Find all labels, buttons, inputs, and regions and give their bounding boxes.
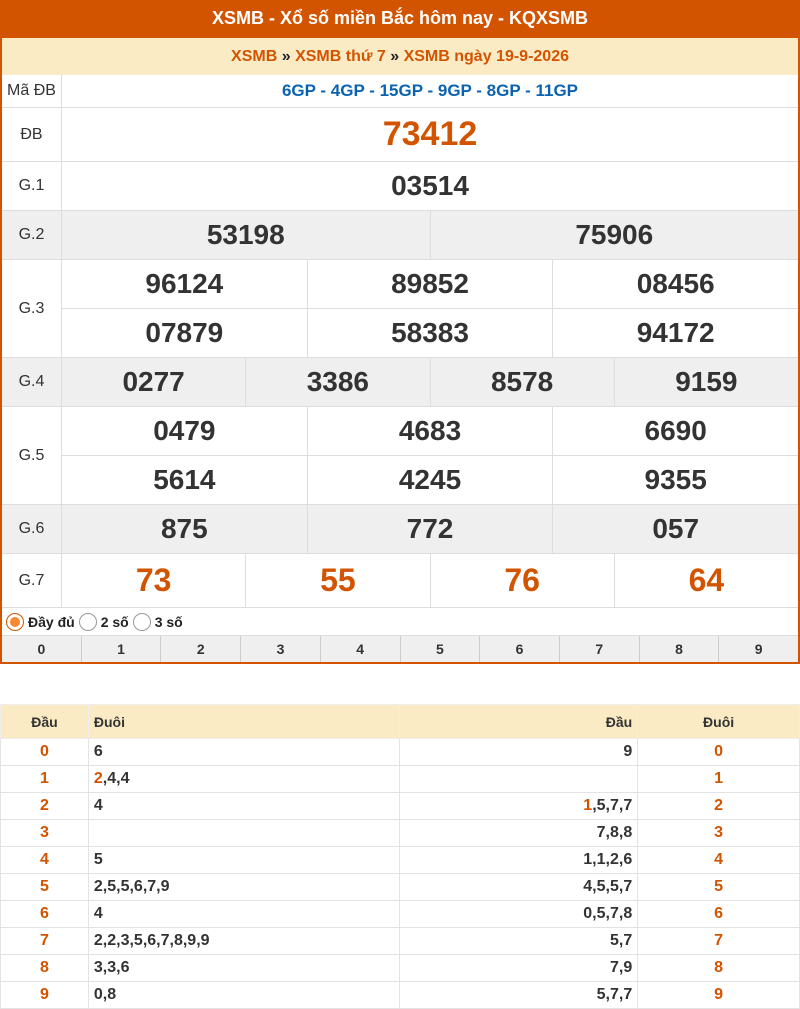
loto-tail-digit: 7 bbox=[638, 928, 800, 955]
prize-number: 8578 bbox=[430, 358, 614, 406]
option-label: Đầy đủ bbox=[28, 613, 75, 630]
loto-head-digit: 8 bbox=[1, 955, 89, 982]
loto-tail-list bbox=[88, 847, 399, 874]
prize-number: 03514 bbox=[391, 170, 469, 201]
breadcrumb bbox=[2, 38, 798, 75]
prize-label: G.6 bbox=[2, 505, 62, 553]
loto-head-list bbox=[399, 766, 638, 793]
prize-label: G.7 bbox=[2, 554, 62, 607]
loto-tail-list bbox=[88, 739, 399, 766]
radio-selected-icon[interactable] bbox=[6, 613, 24, 631]
prize-label: G.1 bbox=[2, 162, 62, 210]
loto-values: 7,9 bbox=[609, 959, 633, 976]
option-label: 2 số bbox=[100, 613, 129, 630]
loto-tail-digit: 3 bbox=[638, 820, 800, 847]
loto-tail-digit: 8 bbox=[638, 955, 800, 982]
prize-number: 772 bbox=[307, 505, 553, 553]
prize-number: 58383 bbox=[307, 309, 553, 357]
prize-number: 89852 bbox=[307, 260, 553, 308]
loto-tail-list bbox=[88, 928, 399, 955]
prize-g1-row bbox=[2, 162, 798, 211]
header-dau-right: Đầu bbox=[399, 705, 638, 739]
table-row bbox=[1, 739, 800, 766]
prize-number: 94172 bbox=[552, 309, 798, 357]
prize-number: 64 bbox=[614, 554, 798, 607]
loto-tail-list bbox=[88, 874, 399, 901]
loto-values: 2,5,5,6,7,9 bbox=[93, 878, 170, 895]
loto-tail-digit: 9 bbox=[638, 982, 800, 1009]
table-row bbox=[1, 820, 800, 847]
breadcrumb-sep: » bbox=[390, 48, 400, 65]
prize-number: 75906 bbox=[430, 211, 799, 259]
loto-tail-list bbox=[88, 982, 399, 1009]
prize-number: 53198 bbox=[206, 219, 285, 250]
loto-tail-digit: 1 bbox=[638, 766, 800, 793]
loto-values: 3,3,6 bbox=[93, 959, 130, 976]
loto-values: 6 bbox=[93, 743, 103, 760]
loto-head-digit: 3 bbox=[1, 820, 89, 847]
loto-highlight: 1 bbox=[583, 797, 593, 814]
digit-filter-6[interactable]: 6 bbox=[479, 636, 559, 662]
page-title: XSMB - Xổ số miền Bắc hôm nay - KQXSMB bbox=[0, 0, 800, 38]
prize-number: 875 bbox=[160, 513, 208, 544]
loto-head-list bbox=[399, 874, 638, 901]
prize-number: 55 bbox=[245, 554, 429, 607]
loto-head-digit: 0 bbox=[1, 739, 89, 766]
loto-table bbox=[0, 704, 800, 1009]
digit-filter-1[interactable]: 1 bbox=[81, 636, 161, 662]
prize-number: 73 bbox=[135, 562, 172, 598]
loto-tail-list bbox=[88, 901, 399, 928]
digit-filter-3[interactable]: 3 bbox=[240, 636, 320, 662]
loto-tail-list bbox=[88, 766, 399, 793]
prize-number: 0479 bbox=[153, 415, 216, 446]
prize-number: 9159 bbox=[614, 358, 798, 406]
table-row bbox=[1, 793, 800, 820]
loto-values: 4 bbox=[93, 905, 103, 922]
prize-number: 6690 bbox=[552, 407, 798, 455]
table-row bbox=[1, 928, 800, 955]
prize-number: 76 bbox=[430, 554, 614, 607]
table-row bbox=[1, 982, 800, 1009]
loto-values: 0,5,7,8 bbox=[583, 905, 633, 922]
special-prize-number: 73412 bbox=[382, 115, 478, 153]
loto-head-list bbox=[399, 793, 638, 820]
prize-g2-row bbox=[2, 211, 798, 260]
digit-filter-0[interactable]: 0 bbox=[37, 641, 46, 657]
loto-head-list bbox=[399, 820, 638, 847]
breadcrumb-date[interactable]: XSMB ngày 19-9-2026 bbox=[403, 48, 569, 65]
loto-values: 5,7 bbox=[609, 932, 633, 949]
prize-number: 4683 bbox=[307, 407, 553, 455]
loto-tail-list bbox=[88, 820, 399, 847]
prize-label: G.2 bbox=[2, 211, 62, 259]
loto-head-digit: 1 bbox=[1, 766, 89, 793]
radio-icon[interactable] bbox=[79, 613, 97, 631]
prize-db-row bbox=[2, 108, 798, 162]
loto-head-list bbox=[399, 928, 638, 955]
prize-label: ĐB bbox=[2, 108, 62, 161]
loto-tail-digit: 0 bbox=[638, 739, 800, 766]
prize-number: 5614 bbox=[153, 464, 216, 495]
prize-number: 96124 bbox=[145, 268, 224, 299]
loto-tail-list bbox=[88, 793, 399, 820]
loto-values: ,5,7,7 bbox=[592, 797, 633, 814]
loto-head-digit: 7 bbox=[1, 928, 89, 955]
loto-head-digit: 2 bbox=[1, 793, 89, 820]
option-label: 3 số bbox=[154, 613, 183, 630]
loto-values: 1,1,2,6 bbox=[583, 851, 633, 868]
table-row bbox=[1, 955, 800, 982]
display-options bbox=[2, 608, 798, 636]
prize-label: G.4 bbox=[2, 358, 62, 406]
loto-tail-digit: 2 bbox=[638, 793, 800, 820]
digit-filter-2[interactable]: 2 bbox=[160, 636, 240, 662]
results-box bbox=[0, 38, 800, 664]
prize-g6-row bbox=[2, 505, 798, 554]
loto-head-digit: 5 bbox=[1, 874, 89, 901]
digit-filter-8[interactable]: 8 bbox=[639, 636, 719, 662]
loto-tail-digit: 4 bbox=[638, 847, 800, 874]
prize-number: 057 bbox=[552, 505, 798, 553]
loto-head-list bbox=[399, 982, 638, 1009]
loto-head-list bbox=[399, 739, 638, 766]
prize-number: 07879 bbox=[145, 317, 224, 348]
prize-g5-row bbox=[2, 407, 798, 505]
loto-highlight: 2 bbox=[93, 770, 103, 787]
table-row bbox=[1, 874, 800, 901]
digit-filter-5[interactable]: 5 bbox=[400, 636, 480, 662]
prize-number: 4245 bbox=[307, 456, 553, 504]
loto-tail-list bbox=[88, 955, 399, 982]
prize-g3-row bbox=[2, 260, 798, 358]
breadcrumb-sep: » bbox=[281, 48, 291, 65]
loto-values: 4 bbox=[93, 797, 103, 814]
prize-label: G.5 bbox=[2, 407, 62, 504]
prize-number: 3386 bbox=[245, 358, 429, 406]
loto-head-list bbox=[399, 901, 638, 928]
header-duoi-right: Đuôi bbox=[638, 705, 800, 739]
prize-number: 9355 bbox=[552, 456, 798, 504]
option-three-digits[interactable] bbox=[133, 613, 183, 631]
breadcrumb-weekday[interactable]: XSMB thứ 7 bbox=[295, 48, 386, 65]
digit-filter-4[interactable]: 4 bbox=[320, 636, 400, 662]
prize-label: G.3 bbox=[2, 260, 62, 357]
table-row bbox=[1, 901, 800, 928]
loto-tail-digit: 5 bbox=[638, 874, 800, 901]
digit-filter-7[interactable]: 7 bbox=[559, 636, 639, 662]
loto-head-digit: 4 bbox=[1, 847, 89, 874]
radio-icon[interactable] bbox=[133, 613, 151, 631]
table-row bbox=[1, 847, 800, 874]
loto-header-row bbox=[1, 705, 800, 739]
prize-g4-row bbox=[2, 358, 798, 407]
loto-values: 5 bbox=[93, 851, 103, 868]
prize-g7-row bbox=[2, 554, 798, 608]
loto-head-list bbox=[399, 955, 638, 982]
loto-values: 2,2,3,5,6,7,8,9,9 bbox=[93, 932, 210, 949]
option-full[interactable] bbox=[6, 613, 75, 631]
loto-head-digit: 6 bbox=[1, 901, 89, 928]
digit-filter-bar bbox=[2, 636, 798, 662]
loto-values: 9 bbox=[623, 743, 633, 760]
loto-head-digit: 9 bbox=[1, 982, 89, 1009]
loto-values: ,4,4 bbox=[102, 770, 130, 787]
loto-tail-digit: 6 bbox=[638, 901, 800, 928]
loto-values: 5,7,7 bbox=[596, 986, 633, 1003]
loto-values: 0,8 bbox=[93, 986, 117, 1003]
loto-head-list bbox=[399, 847, 638, 874]
prize-number: 0277 bbox=[122, 366, 185, 397]
ma-db-row bbox=[2, 75, 798, 108]
loto-values: 7,8,8 bbox=[596, 824, 633, 841]
header-dau: Đầu bbox=[1, 705, 89, 739]
header-duoi: Đuôi bbox=[88, 705, 399, 739]
loto-values: 4,5,5,7 bbox=[583, 878, 633, 895]
breadcrumb-xsmb[interactable]: XSMB bbox=[231, 48, 278, 65]
loto-body bbox=[1, 739, 800, 1009]
digit-filter-9[interactable]: 9 bbox=[718, 636, 798, 662]
ma-db-label: Mã ĐB bbox=[2, 75, 62, 107]
ma-db-value: 6GP - 4GP - 15GP - 9GP - 8GP - 11GP bbox=[281, 81, 579, 100]
prize-number: 08456 bbox=[552, 260, 798, 308]
table-row bbox=[1, 766, 800, 793]
option-two-digits[interactable] bbox=[79, 613, 129, 631]
